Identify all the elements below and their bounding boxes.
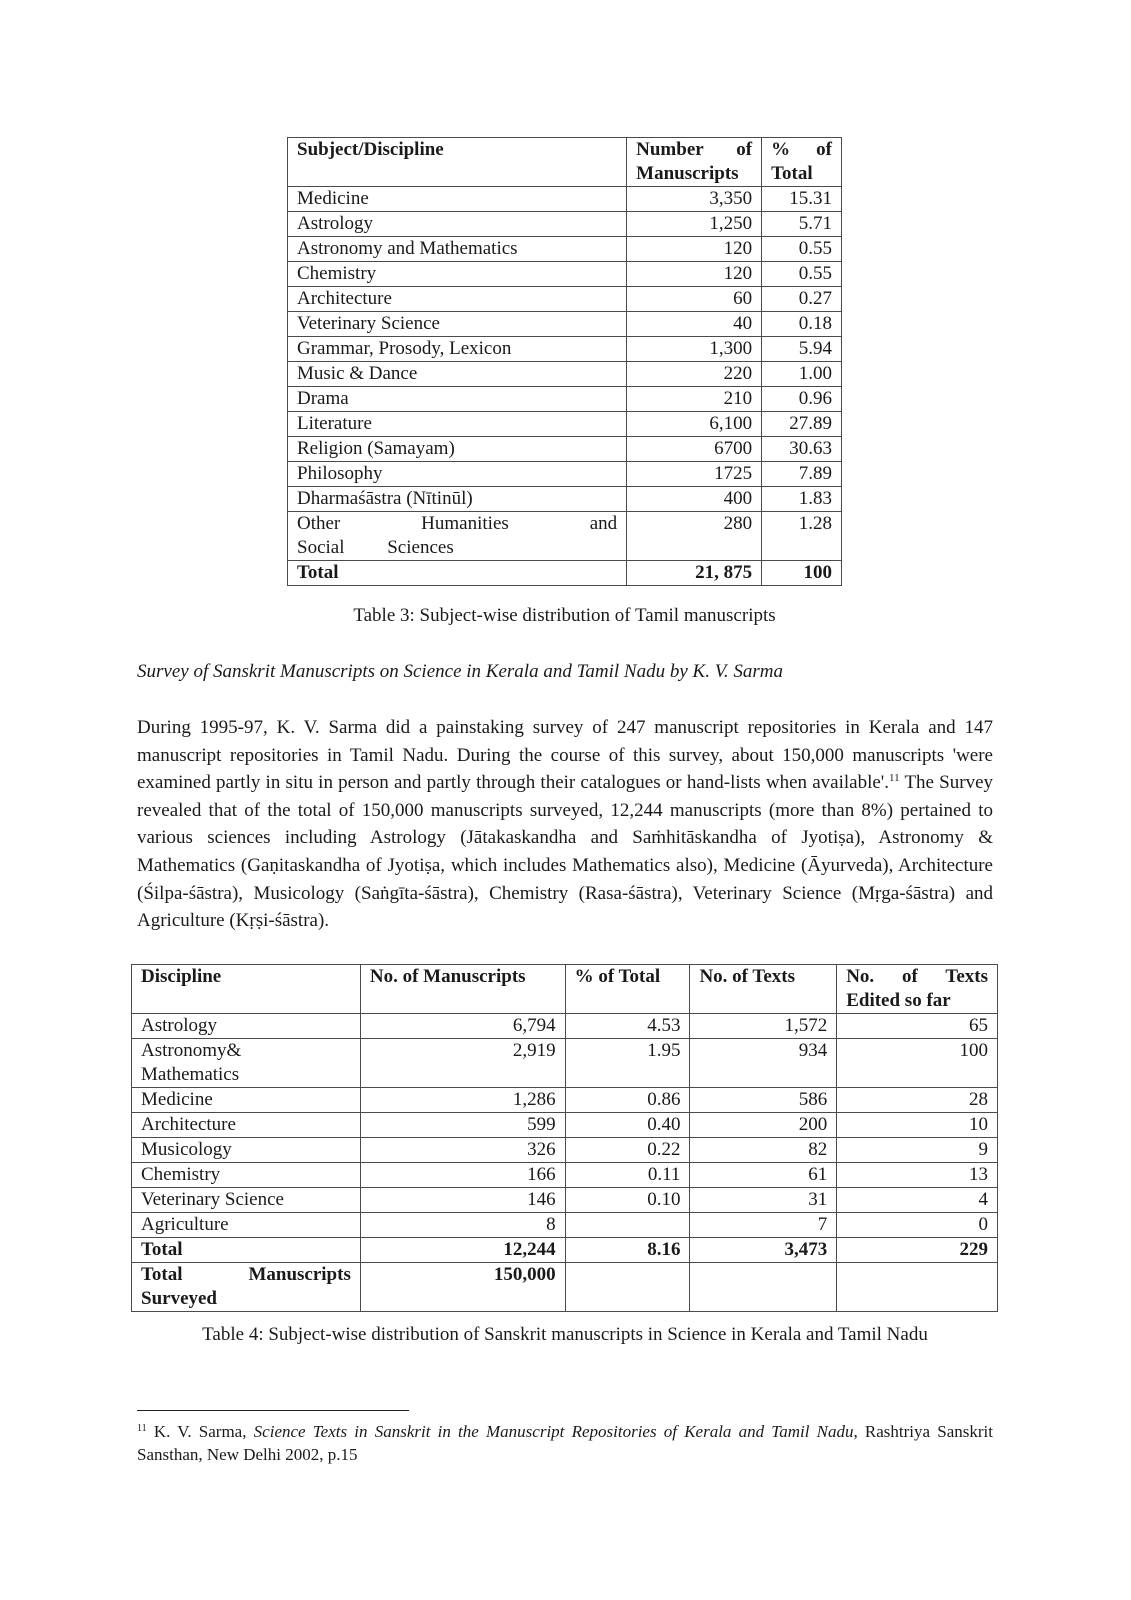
cell-texts: 31 bbox=[690, 1188, 837, 1213]
cell-discipline: Chemistry bbox=[132, 1163, 361, 1188]
cell-total-label: Total bbox=[132, 1238, 361, 1263]
cell-manuscripts: 8 bbox=[360, 1213, 565, 1238]
cell-manuscripts: 146 bbox=[360, 1188, 565, 1213]
cell-subject: Grammar, Prosody, Lexicon bbox=[288, 337, 627, 362]
header-discipline: Discipline bbox=[132, 965, 361, 1014]
cell-discipline: Architecture bbox=[132, 1113, 361, 1138]
table-row bbox=[288, 287, 842, 312]
cell-count: 60 bbox=[627, 287, 762, 312]
cell-pct: 0.55 bbox=[762, 262, 842, 287]
cell-total-pct: 8.16 bbox=[565, 1238, 690, 1263]
cell-count: 120 bbox=[627, 237, 762, 262]
cell-pct: 0.96 bbox=[762, 387, 842, 412]
cell-texts: 1,572 bbox=[690, 1014, 837, 1039]
cell-pct: 0.18 bbox=[762, 312, 842, 337]
header-number-of-manuscripts: Number of Manuscripts bbox=[627, 138, 762, 187]
cell-subject: Chemistry bbox=[288, 262, 627, 287]
cell-pct: 1.28 bbox=[762, 512, 842, 561]
table-row bbox=[288, 462, 842, 487]
table-row bbox=[132, 1039, 998, 1088]
cell-pct: 7.89 bbox=[762, 462, 842, 487]
cell-subject: Religion (Samayam) bbox=[288, 437, 627, 462]
table-row bbox=[132, 1113, 998, 1138]
cell-total-texts: 3,473 bbox=[690, 1238, 837, 1263]
cell-discipline: Agriculture bbox=[132, 1213, 361, 1238]
cell-discipline: Veterinary Science bbox=[132, 1188, 361, 1213]
cell-count: 210 bbox=[627, 387, 762, 412]
cell-pct: 27.89 bbox=[762, 412, 842, 437]
table-row bbox=[132, 1188, 998, 1213]
table-header-row bbox=[288, 138, 842, 187]
cell-empty bbox=[690, 1263, 837, 1312]
cell-texts: 934 bbox=[690, 1039, 837, 1088]
cell-edited: 10 bbox=[837, 1113, 998, 1138]
table-total-row bbox=[132, 1238, 998, 1263]
cell-edited: 28 bbox=[837, 1088, 998, 1113]
table-row bbox=[132, 1213, 998, 1238]
cell-pct: 0.10 bbox=[565, 1188, 690, 1213]
cell-pct: 4.53 bbox=[565, 1014, 690, 1039]
cell-subject: Drama bbox=[288, 387, 627, 412]
cell-count: 1,300 bbox=[627, 337, 762, 362]
table-sanskrit-science-manuscripts bbox=[131, 964, 998, 1312]
table-row bbox=[288, 187, 842, 212]
cell-count: 1725 bbox=[627, 462, 762, 487]
paragraph-text-1: During 1995-97, K. V. Sarma did a painstaking survey of 247 manuscript repositories in Kerala and 147 manuscript repositories in Tamil Nadu. During the course of this survey, about 150,000 manuscripts 'were examined partly in situ in person and partly through their catalogues or hand-lists when available'. bbox=[137, 717, 993, 794]
cell-pct: 0.55 bbox=[762, 237, 842, 262]
table-row bbox=[288, 212, 842, 237]
cell-pct: 0.27 bbox=[762, 287, 842, 312]
cell-surveyed-label: Total Manuscripts Surveyed bbox=[132, 1263, 361, 1312]
table4-caption: Table 4: Subject-wise distribution of Sanskrit manuscripts in Science in Kerala and Tamil Nadu bbox=[202, 1324, 928, 1345]
cell-texts: 7 bbox=[690, 1213, 837, 1238]
footnote-publisher: , Rashtriya Sanskrit Sansthan, New Delhi 2002, p.15 bbox=[137, 1422, 993, 1464]
cell-count: 400 bbox=[627, 487, 762, 512]
cell-total-count: 21, 875 bbox=[627, 561, 762, 586]
cell-count: 120 bbox=[627, 262, 762, 287]
table-row bbox=[288, 312, 842, 337]
table-row bbox=[288, 437, 842, 462]
cell-pct: 0.86 bbox=[565, 1088, 690, 1113]
cell-edited: 9 bbox=[837, 1138, 998, 1163]
cell-pct: 1.00 bbox=[762, 362, 842, 387]
footnote-title: Science Texts in Sanskrit in the Manuscript Repositories of Kerala and Tamil Nadu bbox=[253, 1422, 854, 1441]
cell-empty bbox=[837, 1263, 998, 1312]
cell-pct: 5.71 bbox=[762, 212, 842, 237]
paragraph-text-2: The Survey revealed that of the total of 150,000 manuscripts surveyed, 12,244 manuscripts (more than 8%) pertained to various sciences including Astrology (Jātakaskandha and Saṁhitāskandha of Jyotiṣa), Astronomy & Mathematics (Gaṇitaskandha of Jyotiṣa, which includes Mathematics also), Medicine (Āyurveda), Architecture (Śilpa-śāstra), Musicology (Saṅgīta-śāstra), Chemistry (Rasa-śāstra), Veterinary Science (Mṛga-śāstra) and Agriculture (Kṛṣi-śāstra). bbox=[137, 772, 993, 932]
cell-total-edited: 229 bbox=[837, 1238, 998, 1263]
cell-count: 220 bbox=[627, 362, 762, 387]
cell-discipline: Musicology bbox=[132, 1138, 361, 1163]
cell-pct: 15.31 bbox=[762, 187, 842, 212]
cell-manuscripts: 166 bbox=[360, 1163, 565, 1188]
cell-subject: Medicine bbox=[288, 187, 627, 212]
table-row bbox=[288, 237, 842, 262]
footnote-author: K. V. Sarma, bbox=[146, 1422, 254, 1441]
footnote bbox=[137, 1420, 993, 1466]
cell-manuscripts: 326 bbox=[360, 1138, 565, 1163]
cell-count: 6700 bbox=[627, 437, 762, 462]
cell-edited: 65 bbox=[837, 1014, 998, 1039]
cell-edited: 0 bbox=[837, 1213, 998, 1238]
cell-texts: 82 bbox=[690, 1138, 837, 1163]
cell-count: 6,100 bbox=[627, 412, 762, 437]
body-paragraph bbox=[137, 714, 993, 935]
cell-count: 280 bbox=[627, 512, 762, 561]
cell-pct: 30.63 bbox=[762, 437, 842, 462]
table3-caption: Table 3: Subject-wise distribution of Tamil manuscripts bbox=[353, 605, 776, 626]
cell-surveyed-manuscripts: 150,000 bbox=[360, 1263, 565, 1312]
section-subheading: Survey of Sanskrit Manuscripts on Science in Kerala and Tamil Nadu by K. V. Sarma bbox=[137, 661, 783, 682]
footnote-reference[interactable]: 11 bbox=[889, 772, 900, 785]
cell-texts: 200 bbox=[690, 1113, 837, 1138]
cell-manuscripts: 6,794 bbox=[360, 1014, 565, 1039]
table-row bbox=[288, 262, 842, 287]
footnote-number: 11 bbox=[137, 1423, 147, 1434]
table-row bbox=[132, 1014, 998, 1039]
table-total-row bbox=[288, 561, 842, 586]
header-no-of-manuscripts: No. of Manuscripts bbox=[360, 965, 565, 1014]
table-row bbox=[288, 512, 842, 561]
cell-subject: Astrology bbox=[288, 212, 627, 237]
header-percent-of-total: % of Total bbox=[762, 138, 842, 187]
table-row bbox=[288, 412, 842, 437]
cell-subject: Other Humanities and Social Sciences bbox=[288, 512, 627, 561]
cell-texts: 61 bbox=[690, 1163, 837, 1188]
cell-edited: 4 bbox=[837, 1188, 998, 1213]
cell-total-manuscripts: 12,244 bbox=[360, 1238, 565, 1263]
cell-subject: Veterinary Science bbox=[288, 312, 627, 337]
header-percent-of-total: % of Total bbox=[565, 965, 690, 1014]
cell-subject: Dharmaśāstra (Nītinūl) bbox=[288, 487, 627, 512]
cell-discipline: Astronomy& Mathematics bbox=[132, 1039, 361, 1088]
cell-pct: 1.95 bbox=[565, 1039, 690, 1088]
cell-pct: 5.94 bbox=[762, 337, 842, 362]
cell-manuscripts: 599 bbox=[360, 1113, 565, 1138]
footnote-divider bbox=[137, 1410, 409, 1411]
cell-texts: 586 bbox=[690, 1088, 837, 1113]
cell-subject: Literature bbox=[288, 412, 627, 437]
table-row bbox=[288, 362, 842, 387]
cell-pct bbox=[565, 1213, 690, 1238]
cell-count: 1,250 bbox=[627, 212, 762, 237]
table-tamil-manuscripts bbox=[287, 137, 842, 586]
cell-discipline: Medicine bbox=[132, 1088, 361, 1113]
table-row bbox=[288, 387, 842, 412]
cell-manuscripts: 2,919 bbox=[360, 1039, 565, 1088]
cell-total-label: Total bbox=[288, 561, 627, 586]
cell-edited: 13 bbox=[837, 1163, 998, 1188]
cell-pct: 1.83 bbox=[762, 487, 842, 512]
cell-subject: Architecture bbox=[288, 287, 627, 312]
cell-subject: Astronomy and Mathematics bbox=[288, 237, 627, 262]
table-row bbox=[132, 1163, 998, 1188]
cell-pct: 0.40 bbox=[565, 1113, 690, 1138]
cell-count: 3,350 bbox=[627, 187, 762, 212]
cell-subject: Philosophy bbox=[288, 462, 627, 487]
table-row bbox=[132, 1138, 998, 1163]
cell-pct: 0.11 bbox=[565, 1163, 690, 1188]
header-no-of-texts: No. of Texts bbox=[690, 965, 837, 1014]
header-texts-edited: No. of Texts Edited so far bbox=[837, 965, 998, 1014]
cell-manuscripts: 1,286 bbox=[360, 1088, 565, 1113]
table-row bbox=[288, 337, 842, 362]
cell-count: 40 bbox=[627, 312, 762, 337]
header-subject: Subject/Discipline bbox=[288, 138, 627, 187]
cell-pct: 0.22 bbox=[565, 1138, 690, 1163]
cell-total-pct: 100 bbox=[762, 561, 842, 586]
table-header-row bbox=[132, 965, 998, 1014]
cell-empty bbox=[565, 1263, 690, 1312]
table-surveyed-row bbox=[132, 1263, 998, 1312]
table-row bbox=[132, 1088, 998, 1113]
cell-subject: Music & Dance bbox=[288, 362, 627, 387]
cell-edited: 100 bbox=[837, 1039, 998, 1088]
cell-discipline: Astrology bbox=[132, 1014, 361, 1039]
table-row bbox=[288, 487, 842, 512]
